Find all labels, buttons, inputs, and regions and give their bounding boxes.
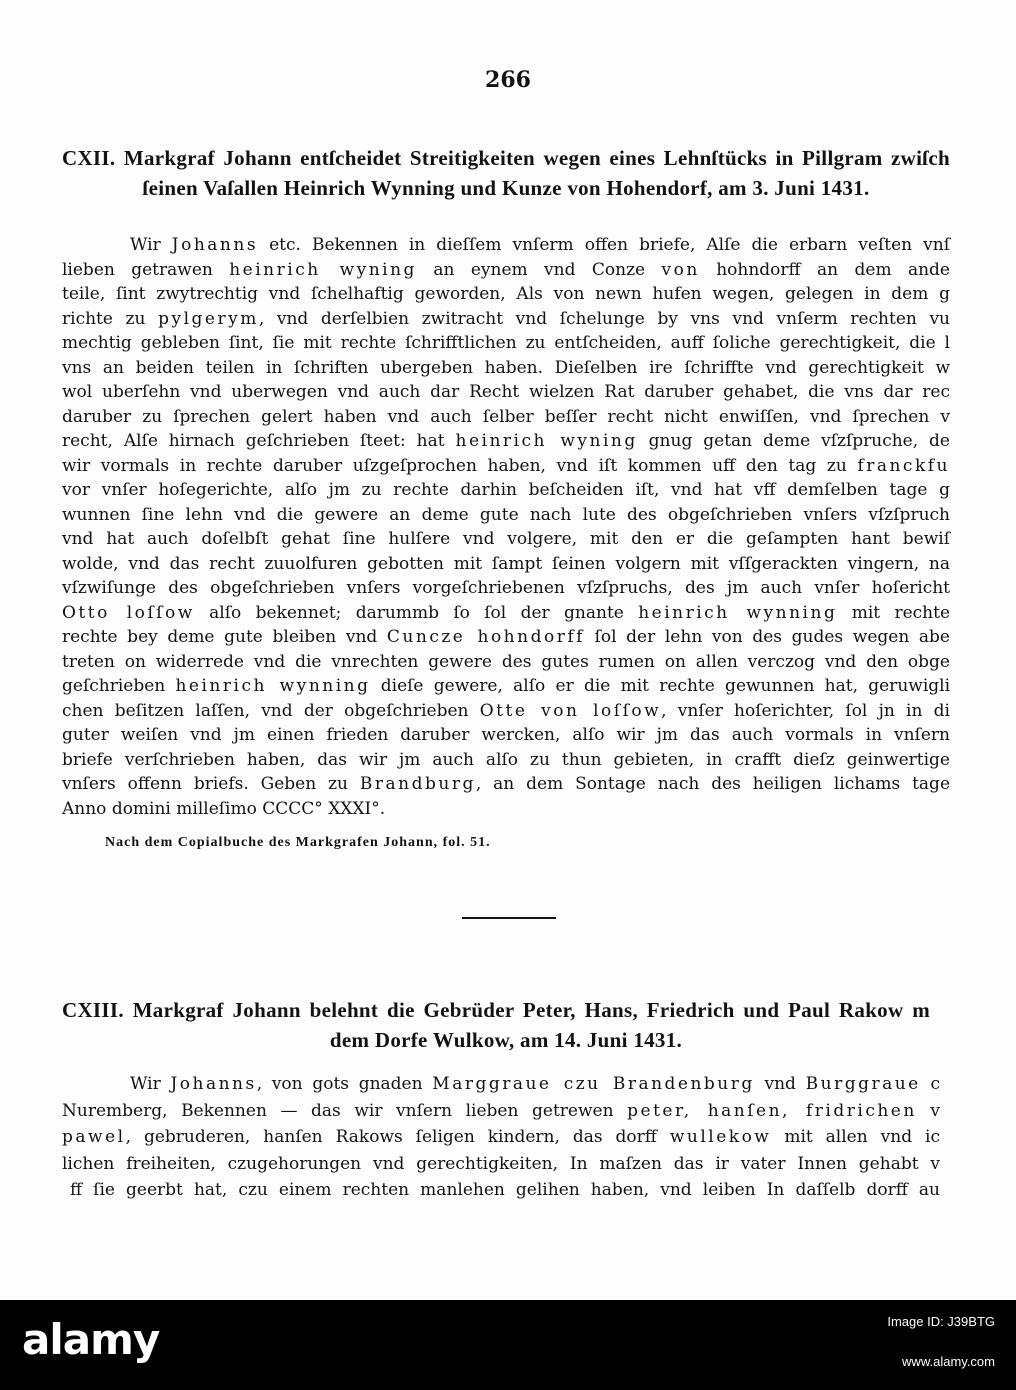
text-segment: etc. Bekennen in dieſſem vnſerm offen briefe, Alſe die erbarn veſten vnſ bbox=[258, 235, 950, 255]
text-segment: hohndorff an dem ande bbox=[699, 259, 950, 280]
text-segment: Anno domini milleſimo CCCC° XXXI°. bbox=[62, 798, 386, 819]
text-line bbox=[62, 233, 950, 258]
spaced-name: peter, hanſen, fridrichen bbox=[627, 1100, 917, 1121]
text-line bbox=[62, 699, 950, 724]
text-segment: mechtig gebleben ſint, ſie mit rechte ſchrifftlichen zu entſcheiden, auff ſoliche gerechtigkeit, die l bbox=[62, 333, 950, 353]
text-segment: vſzwiſunge des obgeſchrieben vnſers vorgeſchriebenen vſzſpruchs, des jm auch vnſer hoſericht bbox=[62, 578, 950, 598]
text-segment: mit rechte bbox=[837, 602, 951, 623]
watermark-bar bbox=[0, 1300, 1016, 1390]
text-segment: c bbox=[920, 1074, 940, 1094]
text-segment: Wir bbox=[130, 1074, 171, 1094]
spaced-name: Otto loſſow bbox=[62, 602, 195, 623]
spaced-name: heinrich wynning bbox=[638, 602, 838, 623]
text-segment: daruber zu ſprechen gelert haben vnd auch ſelber beſſer recht nicht enwiſſen, vnd ſprechen v bbox=[62, 406, 950, 427]
text-line bbox=[62, 307, 950, 332]
text-segment: lichen freiheiten, czugehorungen vnd gerechtigkeiten, In maſzen das ir vater Innen gehabt v bbox=[62, 1153, 940, 1174]
spaced-name: Otte von loſſow bbox=[479, 700, 662, 721]
text-segment: lieben getrawen bbox=[62, 259, 230, 280]
text-segment: wunnen ſine lehn vnd die gewere an deme gute nach lute des obgeſchrieben vnſers vſzſpruch bbox=[62, 504, 950, 525]
alamy-logo: alamy bbox=[22, 1315, 160, 1364]
section-number: CXII. bbox=[62, 146, 116, 170]
spaced-name: pawel bbox=[62, 1127, 126, 1147]
text-segment: Nuremberg, Bekennen — das wir vnſern lieben getrewen bbox=[62, 1100, 628, 1121]
text-line bbox=[62, 797, 950, 822]
text-line bbox=[62, 1098, 940, 1125]
text-line bbox=[62, 282, 950, 307]
text-line bbox=[62, 772, 950, 797]
spaced-name: pylgerym bbox=[158, 308, 259, 329]
text-line bbox=[62, 1124, 940, 1151]
spaced-name: Marggraue czu Brandenburg bbox=[432, 1074, 755, 1094]
text-line bbox=[62, 1071, 940, 1098]
text-segment: dieſe gewere, alſo er die mit rechte gewunnen hat, geruwigli bbox=[370, 676, 951, 696]
text-line bbox=[62, 723, 950, 748]
text-line bbox=[62, 429, 950, 454]
section-title-line-1: Markgraf Johann belehnt die Gebrüder Peter, Hans, Friedrich und Paul Rakow m bbox=[132, 998, 930, 1022]
text-segment: wir vormals in rechte daruber uſzgeſprochen haben, vnd iſt kommen uff den tag zu bbox=[62, 455, 858, 476]
text-segment: recht, Alſe hirnach geſchrieben ſteet: hat bbox=[62, 431, 456, 451]
text-segment: vnd bbox=[754, 1074, 806, 1094]
site-url-label: www.alamy.com bbox=[902, 1354, 995, 1369]
text-segment: , gebruderen, hanſen Rakows ſeligen kindern, das dorff bbox=[125, 1127, 670, 1147]
text-line bbox=[62, 601, 950, 626]
spaced-name: franckfu bbox=[857, 455, 950, 476]
spaced-name: heinrich wyning bbox=[229, 259, 417, 280]
text-segment: , an dem Sontage nach des heiligen lichams tage bbox=[475, 774, 951, 794]
text-line bbox=[62, 625, 950, 650]
section-title-line-1: Markgraf Johann entſcheidet Streitigkeiten wegen eines Lehnſtücks in Pillgram zwiſch bbox=[123, 146, 950, 170]
spaced-name: Cuncze hohndorff bbox=[386, 627, 585, 647]
text-segment: Wir bbox=[130, 235, 172, 255]
text-segment: an eynem vnd Conze bbox=[416, 259, 662, 280]
text-line bbox=[62, 454, 950, 479]
section-title-line-2: ſeinen Vaſallen Heinrich Wynning und Kunze von Hohendorf, am 3. Juni 1431. bbox=[142, 176, 870, 200]
text-segment: v bbox=[916, 1100, 940, 1121]
text-segment: treten on widerrede vnd die vnrechten gewere des gutes rumen on allen verczog vnd den obge bbox=[62, 651, 950, 672]
text-segment: vns an beiden teilen in ſchriften ubergeben haben. Dieſelben ire ſchriffte vnd gerechtigkeit w bbox=[62, 357, 950, 378]
spaced-name: Johanns bbox=[171, 235, 259, 255]
text-line bbox=[62, 405, 950, 430]
page-number: 266 bbox=[485, 67, 531, 93]
text-segment: wol uberſehn vnd uberwegen vnd auch dar Recht wielzen Rat daruber gehabet, die vns dar rec bbox=[62, 382, 950, 402]
text-line bbox=[62, 527, 950, 552]
text-segment: , vnſer hoſerichter, ſol jn in di bbox=[661, 700, 950, 721]
text-line bbox=[62, 650, 950, 675]
text-segment: alſo bekennet; darummb ſo ſol der gnante bbox=[194, 602, 639, 623]
text-segment: vor vnſer hoſegerichte, alſo jm zu rechte darhin beſcheiden iſt, vnd hat vff demſelben tage g bbox=[62, 480, 950, 500]
text-line bbox=[62, 380, 950, 405]
spaced-name: heinrich wyning bbox=[455, 431, 638, 451]
text-line bbox=[62, 576, 950, 601]
text-line bbox=[62, 674, 950, 699]
source-note: Nach dem Copialbuche des Markgrafen Johann, fol. 51. bbox=[105, 835, 491, 850]
section-body-text bbox=[62, 233, 950, 821]
spaced-name: Johanns bbox=[170, 1074, 257, 1094]
text-segment: vnſers offenn briefs. Geben zu bbox=[62, 774, 360, 794]
text-segment: rechte bey deme gute bleiben vnd bbox=[62, 627, 387, 647]
section-heading bbox=[62, 143, 950, 203]
section-number: CXIII. bbox=[62, 998, 124, 1022]
text-line bbox=[62, 258, 950, 283]
text-segment: guter weiſen vnd jm einen frieden daruber wercken, alſo wir jm das auch vormals in vnſern bbox=[62, 725, 950, 745]
text-segment: briefe verſchrieben haben, das wir jm auch alſo zu thun gebieten, in crafft dieſz geinwertige bbox=[62, 749, 950, 770]
text-line bbox=[62, 552, 950, 577]
text-segment: wolde, vnd das recht zuuolfuren gebotten mit ſampt ſeinen volgern mit vſſgerackten vingern, na bbox=[62, 553, 950, 574]
text-segment: , von gots gnaden bbox=[256, 1074, 433, 1094]
section-body-text bbox=[62, 1071, 940, 1204]
text-line bbox=[62, 748, 950, 773]
spaced-name: wullekow bbox=[669, 1127, 772, 1147]
text-line bbox=[62, 1151, 940, 1178]
spaced-name: Brandburg bbox=[359, 774, 476, 794]
image-id-label: Image ID: J39BTG bbox=[887, 1314, 995, 1329]
text-segment: teile, ſint zwytrechtig vnd ſchelhaftig geworden, Als von newn hufen wegen, gelegen in dem g bbox=[62, 284, 950, 304]
section-heading-line-1 bbox=[62, 995, 930, 1025]
text-segment: ſol der lehn von des gudes wegen abe bbox=[584, 627, 950, 647]
spaced-name: heinrich wynning bbox=[175, 676, 371, 696]
text-line bbox=[62, 331, 950, 356]
text-line bbox=[62, 478, 950, 503]
text-segment: richte zu bbox=[62, 308, 159, 329]
spaced-name: von bbox=[661, 259, 700, 280]
text-line bbox=[62, 356, 950, 381]
text-line bbox=[62, 503, 950, 528]
text-segment: mit allen vnd ic bbox=[771, 1127, 941, 1147]
text-line bbox=[62, 1177, 940, 1204]
section-heading-line-1 bbox=[62, 143, 950, 173]
spaced-name: Burggraue bbox=[805, 1074, 921, 1094]
text-segment: vnd hat auch doſelbſt gehat ſine hulſere vnd volgere, mit den er die geſampten hant bewiſ bbox=[62, 529, 950, 549]
section-divider bbox=[462, 917, 556, 919]
section-title-line-2: dem Dorfe Wulkow, am 14. Juni 1431. bbox=[329, 1028, 683, 1052]
text-segment: geſchrieben bbox=[62, 676, 176, 696]
text-segment: ff ſie geerbt hat, czu einem rechten manlehen gelihen haben, vnd leiben In daſſelb dorff au bbox=[70, 1180, 940, 1200]
section-heading bbox=[62, 995, 950, 1055]
text-segment: , vnd derſelbien zwitracht vnd ſchelunge by vns vnd vnſerm rechten vu bbox=[258, 308, 951, 329]
text-segment: gnug getan deme vſzſpruche, de bbox=[637, 431, 950, 451]
text-segment: chen beſitzen laſſen, vnd der obgeſchrieben bbox=[62, 700, 480, 721]
